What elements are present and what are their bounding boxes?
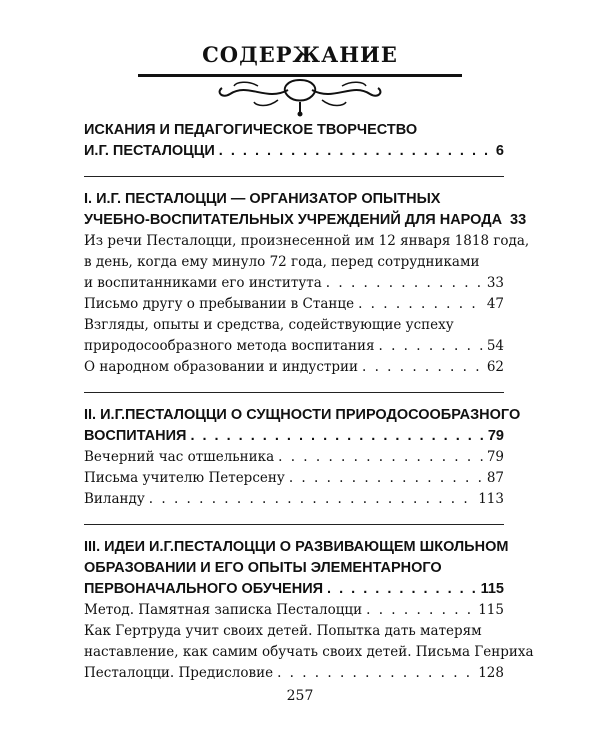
entry-page-number: 128 [478, 665, 504, 681]
leader-dots [289, 468, 483, 489]
leader-dots [327, 579, 477, 600]
leader-dots [278, 447, 483, 468]
leader-dots [379, 336, 483, 357]
section-heading-text: ПЕРВОНАЧАЛЬНОГО ОБУЧЕНИЯ [84, 581, 324, 597]
section-page-number: 79 [487, 428, 504, 444]
section-heading-text: ИСКАНИЯ И ПЕДАГОГИЧЕСКОЕ ТВОРЧЕСТВО [84, 122, 418, 138]
toc-entry-text: Письма учителю Петерсену [84, 470, 285, 486]
toc-section [84, 120, 504, 162]
toc-entry[interactable] [84, 294, 504, 315]
leader-dots [358, 294, 483, 315]
toc-entry-text: О народном образовании и индустрии [84, 359, 358, 375]
toc-section [84, 189, 530, 378]
section-heading-text: I. И.Г. ПЕСТАЛОЦЦИ — ОРГАНИЗАТОР ОПЫТНЫХ [84, 191, 441, 207]
toc-entry[interactable] [84, 468, 504, 489]
section-page-number: 33 [510, 212, 527, 228]
leader-dots [326, 273, 483, 294]
leader-dots [190, 426, 483, 447]
entry-page-number: 54 [486, 338, 504, 354]
section-divider [84, 524, 504, 525]
toc-entry[interactable] [84, 315, 504, 357]
section-heading[interactable] [84, 537, 509, 600]
section-heading-text: ОБРАЗОВАНИИ И ЕГО ОПЫТЫ ЭЛЕМЕНТАРНОГО [84, 560, 442, 576]
page-title: СОДЕРЖАНИЕ [202, 42, 398, 67]
ornament-divider-icon [138, 72, 462, 118]
toc-entry-text: наставление, как самим обучать своих детей. Письма Генриха [84, 644, 534, 660]
toc-entry-text: Вечерний час отшельника [84, 449, 275, 465]
toc-entry-text: природосообразного метода воспитания [84, 338, 375, 354]
section-heading-text: III. ИДЕИ И.Г.ПЕСТАЛОЦЦИ О РАЗВИВАЮЩЕМ ШКОЛЬНОМ [84, 539, 509, 555]
toc-entry-text: Письмо другу о пребывании в Станце [84, 296, 355, 312]
section-heading-text: УЧЕБНО-ВОСПИТАТЕЛЬНЫХ УЧРЕЖДЕНИЙ ДЛЯ НАРОДА [84, 212, 503, 228]
entry-page-number: 79 [486, 449, 504, 465]
toc-entry-text: Взгляды, опыты и средства, содействующие успеху [84, 317, 454, 333]
entry-page-number: 47 [486, 296, 504, 312]
toc-entry[interactable] [84, 621, 534, 684]
section-page-number: 6 [495, 143, 504, 159]
toc-entry-text: Как Гертруда учит своих детей. Попытка дать матерям [84, 623, 482, 639]
toc-section [84, 405, 521, 510]
toc-entry[interactable] [84, 600, 504, 621]
leader-dots [362, 357, 483, 378]
leader-dots [219, 141, 492, 162]
toc-entry[interactable] [84, 447, 504, 468]
toc-entry[interactable] [84, 357, 504, 378]
entry-page-number: 113 [478, 491, 504, 507]
entry-page-number: 115 [478, 602, 504, 618]
table-of-contents [84, 120, 534, 698]
section-heading[interactable] [84, 120, 504, 162]
section-heading-text: ВОСПИТАНИЯ [84, 428, 187, 444]
section-page-number: 115 [480, 581, 504, 597]
toc-entry-text: Из речи Песталоцци, произнесенной им 12 января 1818 года, [84, 233, 530, 249]
toc-entry-text: в день, когда ему минуло 72 года, перед сотрудниками [84, 254, 480, 270]
toc-entry[interactable] [84, 489, 504, 510]
toc-entry-text: Песталоцци. Предисловие [84, 665, 274, 681]
toc-entry-text: Виланду [84, 491, 145, 507]
toc-section [84, 537, 534, 684]
section-heading[interactable] [84, 189, 527, 231]
section-heading[interactable] [84, 405, 521, 447]
entry-page-number: 87 [486, 470, 504, 486]
leader-dots [149, 489, 474, 510]
toc-entry[interactable] [84, 231, 530, 294]
leader-dots [277, 663, 474, 684]
section-divider [84, 176, 504, 177]
entry-page-number: 62 [486, 359, 504, 375]
toc-entry-text: и воспитанниками его института [84, 275, 322, 291]
toc-entry-text: Метод. Памятная записка Песталоцци [84, 602, 363, 618]
page-number: 257 [286, 688, 314, 704]
section-heading-text: II. И.Г.ПЕСТАЛОЦЦИ О СУЩНОСТИ ПРИРОДОСООБРАЗНОГО [84, 407, 521, 423]
leader-dots [366, 600, 474, 621]
section-divider [84, 392, 504, 393]
entry-page-number: 33 [486, 275, 504, 291]
section-heading-text: И.Г. ПЕСТАЛОЦЦИ [84, 143, 215, 159]
